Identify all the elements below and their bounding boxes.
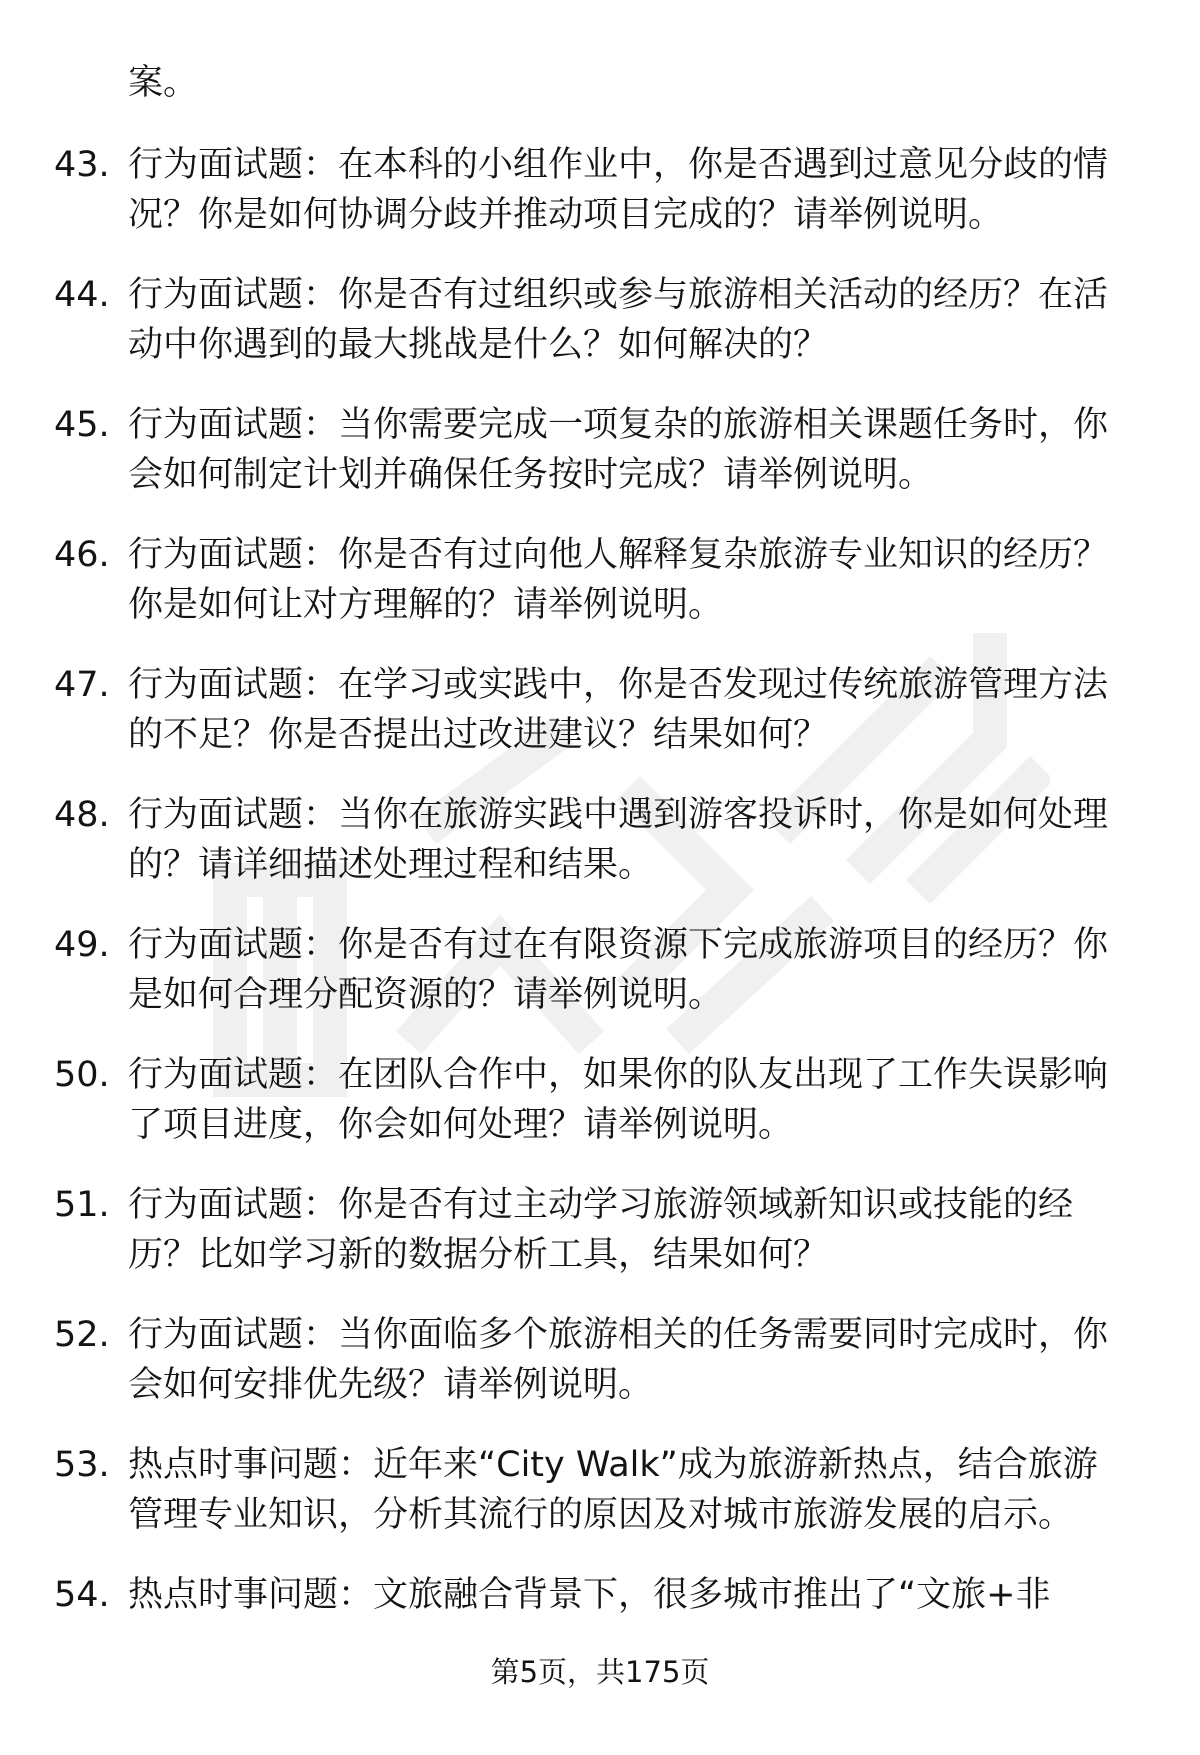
question-item [0, 920, 1200, 1050]
question-text [128, 1310, 1140, 1410]
question-line: 热点时事问题：近年来“City Walk”成为旅游新热点，结合旅游 [128, 1445, 1098, 1485]
question-text [128, 1180, 1140, 1280]
question-text [128, 1050, 1140, 1150]
question-item [0, 530, 1200, 660]
question-number: 50. [54, 1055, 110, 1095]
question-item [0, 790, 1200, 920]
question-text [128, 790, 1140, 890]
question-item [0, 660, 1200, 790]
question-text [128, 920, 1140, 1020]
question-line: 热点时事问题：文旅融合背景下，很多城市推出了“文旅+非 [128, 1575, 1051, 1615]
question-line: 况？你是如何协调分歧并推动项目完成的？请举例说明。 [128, 195, 1004, 235]
question-number: 53. [54, 1445, 110, 1485]
question-line: 了项目进度，你会如何处理？请举例说明。 [128, 1105, 794, 1145]
question-text [128, 1570, 1140, 1620]
question-line: 行为面试题：在学习或实践中，你是否发现过传统旅游管理方法 [128, 665, 1109, 705]
question-number: 48. [54, 795, 110, 835]
question-text [128, 660, 1140, 760]
question-item [0, 140, 1200, 270]
question-line: 历？比如学习新的数据分析工具，结果如何？ [128, 1235, 829, 1275]
question-number: 43. [54, 145, 110, 185]
question-line: 会如何安排优先级？请举例说明。 [128, 1365, 654, 1405]
continuation-text: 案。 [128, 63, 199, 103]
question-text [128, 400, 1140, 500]
page-footer: 第5页，共175页 [490, 1655, 710, 1689]
question-number: 47. [54, 665, 110, 705]
question-line: 行为面试题：在团队合作中，如果你的队友出现了工作失误影响 [128, 1055, 1109, 1095]
question-number: 52. [54, 1315, 110, 1355]
question-line: 的？请详细描述处理过程和结果。 [128, 845, 654, 885]
question-item [0, 1050, 1200, 1180]
question-line: 行为面试题：在本科的小组作业中，你是否遇到过意见分歧的情 [128, 145, 1109, 185]
question-text [128, 530, 1140, 630]
question-line: 你是如何让对方理解的？请举例说明。 [128, 585, 724, 625]
question-number: 49. [54, 925, 110, 965]
question-line: 的不足？你是否提出过改进建议？结果如何？ [128, 715, 829, 755]
question-line: 管理专业知识，分析其流行的原因及对城市旅游发展的启示。 [128, 1495, 1074, 1535]
question-line: 行为面试题：你是否有过在有限资源下完成旅游项目的经历？你 [128, 925, 1109, 965]
question-number: 51. [54, 1185, 110, 1225]
question-line: 行为面试题：你是否有过主动学习旅游领域新知识或技能的经 [128, 1185, 1074, 1225]
question-item [0, 1310, 1200, 1440]
question-number: 46. [54, 535, 110, 575]
question-number: 54. [54, 1575, 110, 1615]
question-number: 44. [54, 275, 110, 315]
question-number: 45. [54, 405, 110, 445]
question-text [128, 1440, 1140, 1540]
question-line: 动中你遇到的最大挑战是什么？如何解决的？ [128, 325, 829, 365]
question-line: 行为面试题：你是否有过组织或参与旅游相关活动的经历？在活 [128, 275, 1109, 315]
question-item [0, 270, 1200, 400]
question-item [0, 400, 1200, 530]
question-text [128, 270, 1140, 370]
question-line: 是如何合理分配资源的？请举例说明。 [128, 975, 724, 1015]
question-line: 行为面试题：当你需要完成一项复杂的旅游相关课题任务时，你 [128, 405, 1109, 445]
question-line: 会如何制定计划并确保任务按时完成？请举例说明。 [128, 455, 934, 495]
question-line: 行为面试题：当你在旅游实践中遇到游客投诉时，你是如何处理 [128, 795, 1109, 835]
question-item [0, 1440, 1200, 1570]
question-text [128, 140, 1140, 240]
question-line: 行为面试题：你是否有过向他人解释复杂旅游专业知识的经历？ [128, 535, 1109, 575]
question-list [0, 140, 1200, 1700]
question-item [0, 1180, 1200, 1310]
question-line: 行为面试题：当你面临多个旅游相关的任务需要同时完成时，你 [128, 1315, 1109, 1355]
